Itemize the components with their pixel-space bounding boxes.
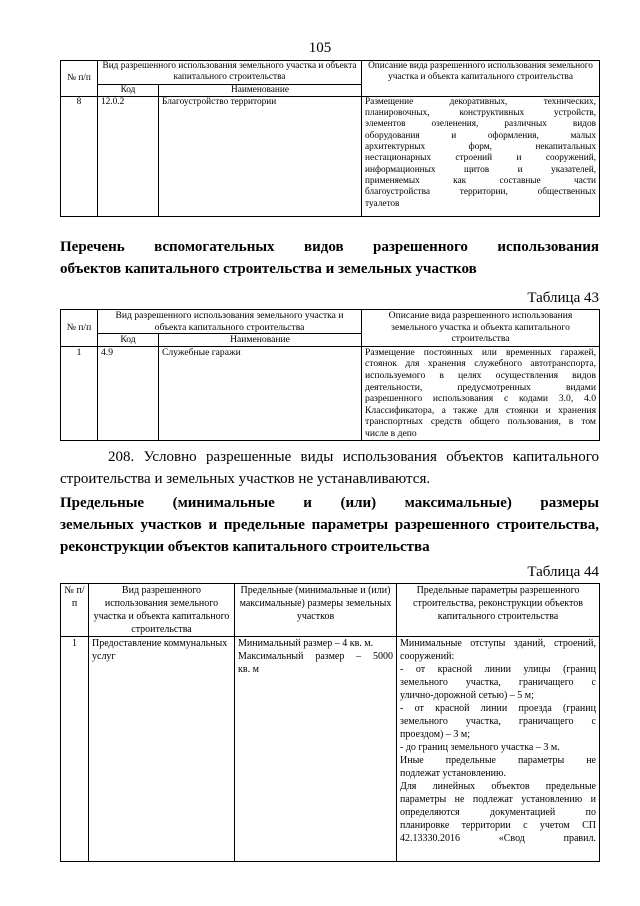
header-size: Предельные (минимальные и (или) максимальные) размеры земельных участков	[235, 584, 397, 637]
table-44-caption: Таблица 44	[527, 564, 599, 580]
row-code: 12.0.2	[98, 96, 159, 216]
row-number: 1	[61, 346, 98, 440]
header-name: Наименование	[159, 334, 362, 347]
table-43	[60, 309, 600, 441]
paragraph-208: 208. Условно разрешенные виды использования объектов капитального строительства и земельных участков не устанавливаются.	[60, 449, 599, 487]
header-kind: Вид разрешенного использования земельного участка и объекта капитального строительства	[98, 61, 362, 85]
row-number: 8	[61, 96, 98, 216]
table-continuation	[60, 60, 600, 217]
header-number: № п/п	[61, 584, 89, 637]
page-number: 105	[308, 40, 332, 56]
row-name: Служебные гаражи	[159, 346, 362, 440]
section-heading-auxiliary: Перечень вспомогательных видов разрешенного использования объектов капитального строительства и земельных участков	[60, 239, 599, 277]
header-kind: Вид разрешенного использования земельного участка и объекта капитального строительства	[98, 310, 362, 334]
row-description: Размещение постоянных или временных гаражей, стоянок для хранения служебного автотранспорта, используемого в целях осуществления видов деятельности, предусмотренных видами разрешенного использования с кодами 3.0, 4.0 Классификатора, а также для стоянки и хранения транспортных средств общего пользования, в том числе в депо	[362, 346, 600, 440]
table-43-caption: Таблица 43	[527, 290, 599, 306]
header-code: Код	[98, 84, 159, 96]
row-size: Минимальный размер – 4 кв. м. Максимальный размер – 5000 кв. м	[235, 637, 397, 862]
header-name: Наименование	[159, 84, 362, 96]
header-number: № п/п	[61, 61, 98, 97]
header-description: Описание вида разрешенного использования земельного участка и объекта капитального строительства	[362, 310, 600, 347]
row-description: Размещение декоративных, технических, планировочных, конструктивных устройств, элементов озеленения, различных видов оборудования и оформления, малых архитектурных форм, некапитальных нестационарных строений и сооружений, информационных щитов и указателей, применяемых как составные части благоустройства территории, общественных туалетов	[362, 96, 600, 216]
table-44	[60, 583, 600, 862]
header-params: Предельные параметры разрешенного строительства, реконструкции объектов капитального строительства	[397, 584, 600, 637]
header-description: Описание вида разрешенного использования земельного участка и объекта капитального строительства	[362, 61, 600, 97]
header-kind: Вид разрешенного использования земельного участка и объекта капитального строительства	[89, 584, 235, 637]
row-number: 1	[61, 637, 89, 862]
section-heading-limits: Предельные (минимальные и (или) максимальные) размеры земельных участков и предельные параметры разрешенного строительства, реконструкции объектов капитального строительства	[60, 495, 599, 555]
header-code: Код	[98, 334, 159, 347]
row-code: 4.9	[98, 346, 159, 440]
header-number: № п/п	[61, 310, 98, 347]
row-params: Минимальные отступы зданий, строений, сооружений: - от красной линии улицы (границ земельного участка, граничащего с улично-дорожной сетью) – 5 м; - от красной линии проезда (границ земельного участка, граничащего с проездом) – 3 м; - до границ земельного участка – 3 м. Иные предельные параметры не подлежат установлению. Для линейных объектов предельные параметры не подлежат установлению и определяются документацией по планировке территории с учетом СП 42.13330.2016 «Свод правил.	[397, 637, 600, 862]
row-kind: Предоставление коммунальных услуг	[89, 637, 235, 862]
row-name: Благоустройство территории	[159, 96, 362, 216]
